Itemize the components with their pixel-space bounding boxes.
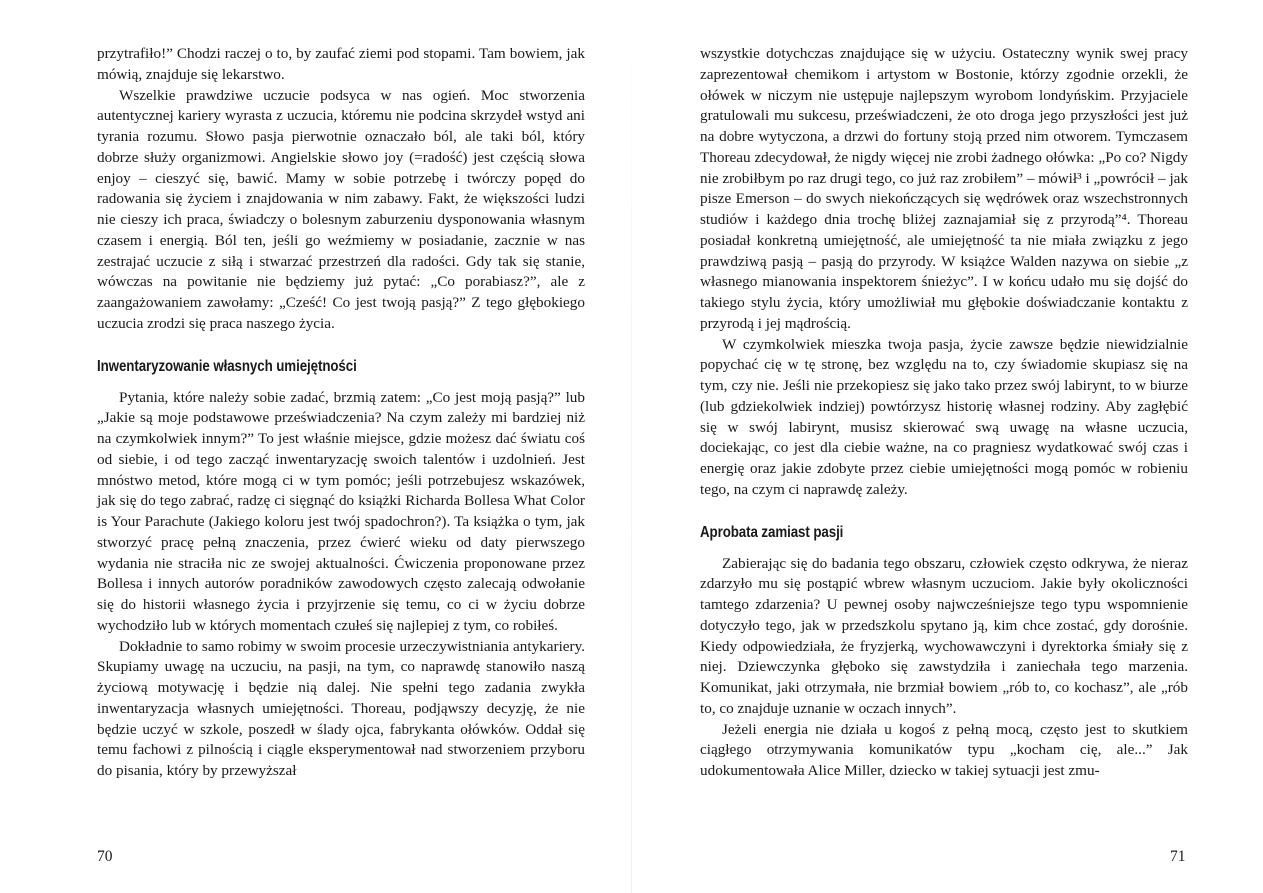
- paragraph: Jeżeli energia nie działa u kogoś z pełną mocą, często jest to skutkiem ciągłego otrzymywania komunikatów typu „kocham cię, ale...” Jak udokumentowała Alice Miller, dziecko w takiej sytuacji jest zmu-: [700, 720, 1188, 779]
- paragraph: Dokładnie to samo robimy w swoim procesie urzeczywistniania antykariery. Skupiamy uwagę na uczuciu, na pasji, na tym, co naprawdę stanowiło naszą życiową motywację i będzie nią dalej. Nie spełni tego zadania zwykła inwentaryzacja własnych umiejętności. Thoreau, podjąwszy decyzję, że nie będzie uczyć w szkole, poszedł w ślady ojca, fabrykanta ołówków. Oddał się temu fachowi z pilnością i ciągle eksperymentował nad stworzeniem przyboru do pisania, który by przewyższał: [97, 637, 585, 779]
- paragraph: W czymkolwiek mieszka twoja pasja, życie zawsze będzie niewidzialnie popychać cię w tę stronę, bez względu na to, czy świadomie skupiasz się na tym, czy nie. Jeśli nie przekopiesz się jako tako przez swój labirynt, to w biurze (lub gdziekolwiek indziej) powtórzysz historię własnej rodziny. Aby zagłębić się w swój labirynt, musisz skierować swą uwagę na własne uczucia, dociekając, co jest dla ciebie ważne, na co pragniesz wydatkować swój czas i energię oraz jakie zdobyte przez ciebie umiejętności mogą pomóc w robieniu tego, na czym ci naprawdę zależy.: [700, 335, 1188, 498]
- book-gutter: [631, 0, 632, 893]
- paragraph: Zabierając się do badania tego obszaru, człowiek często odkrywa, że nieraz zdarzyło mu się postąpić wbrew własnym uczuciom. Jakie były okoliczności tamtego zdarzenia? U pewnej osoby najwcześniejsze tego typu wspomnienie dotyczyło tego, jak w przedszkolu spytano ją, kim chce zostać, gdy dorośnie. Kiedy odpowiedziała, że fryzjerką, wychowawczyni i dyrektorka śmiały się z niej. Dziewczynka głęboko się zawstydziła i zaniechała tego marzenia. Komunikat, jaki otrzymała, nie brzmiał bowiem „rób to, co kochasz”, ale „rób to, co znajduje uznanie w oczach innych”.: [700, 554, 1188, 717]
- page-number-left: 70: [97, 848, 113, 865]
- right-page: [700, 44, 1188, 782]
- section-heading: Inwentaryzowanie własnych umiejętności: [97, 357, 357, 375]
- paragraph: Wszelkie prawdziwe uczucie podsyca w nas ogień. Moc stworzenia autentycznej kariery wyrasta z uczucia, któremu nie podcina skrzydeł wstyd ani tyrania rozumu. Słowo pasja pierwotnie oznaczało ból, ale taki ból, który dobrze służy organizmowi. Angielskie słowo joy (=radość) jest częścią słowa enjoy – cieszyć się, bawić. Mamy w sobie potrzebę i twórczy popęd do radowania się życiem i znajdowania w nim zabawy. Fakt, że większości ludzi nie cieszy ich praca, świadczy o bolesnym zaburzeniu dysponowania własnym czasem i energią. Ból ten, jeśli go weźmiemy w posiadanie, zacznie w nas zestrajać uczucie z siłą i stwarzać przestrzeń dla radości. Gdy tak się stanie, wówczas na powitanie nie będziemy już pytać: „Co porabiasz?”, ale z zaangażowaniem zawołamy: „Cześć! Co jest twoją pasją?” Z tego głębokiego uczucia zrodzi się praca naszego życia.: [97, 86, 585, 332]
- section-heading: Aprobata zamiast pasji: [700, 523, 844, 541]
- page-number-right: 71: [1170, 848, 1186, 865]
- paragraph: przytrafiło!” Chodzi raczej o to, by zaufać ziemi pod stopami. Tam bowiem, jak mówią, znajduje się lekarstwo.: [97, 45, 585, 83]
- paragraph: Pytania, które należy sobie zadać, brzmią zatem: „Co jest moją pasją?” lub „Jakie są moje podstawowe przeświadczenia? Na czym zależy mi bardziej niż na czymkolwiek innym?” To jest właśnie miejsce, gdzie możesz dać światu coś od siebie, i od tego zacząć inwentaryzację swoich talentów i uzdolnień. Jest mnóstwo metod, które mogą ci w tym pomóc; jeśli potrzebujesz wskazówek, jak się do tego zabrać, radzę ci sięgnąć do książki Richarda Bollesa What Color is Your Parachute (Jakiego koloru jest twój spadochron?). Ta książka o tym, jak stworzyć pracę pełną znaczenia, przez ćwierć wieku od daty pierwszego wydania nie straciła nic ze swojej aktualności. Ćwiczenia proponowane przez Bollesa i innych autorów poradników zawodowych często zalecają odwołanie się do historii własnego życia i przyjrzenie się temu, co ci w życiu dobrze wychodziło lub w których momentach czułeś się najlepiej z tym, co robiłeś.: [97, 388, 585, 634]
- paragraph: wszystkie dotychczas znajdujące się w użyciu. Ostateczny wynik swej pracy zaprezentował chemikom i artystom w Bostonie, którzy zgodnie orzekli, że ołówek w niczym nie ustępuje najlepszym wyrobom londyńskim. Przyjaciele gratulowali mu sukcesu, przeświadczeni, że oto droga jego przyszłości jest już na dobre wytyczona, a drzwi do fortuny stoją przed nim otworem. Tymczasem Thoreau zdecydował, że nigdy więcej nie zrobi żadnego ołówka: „Po co? Nigdy nie zrobiłbym po raz drugi tego, co już raz zrobiłem” – mówił³ i „powrócił – jak pisze Emerson – do swych niekończących się wędrówek oraz wszechstronnych studiów i każdego dnia trochę bliżej zaznajamiał się z przyrodą”⁴. Thoreau posiadał konkretną umiejętność, ale umiejętność ta nie miała związku z jego prawdziwą pasją – pasją do przyrody. W książce Walden nazywa on siebie „z własnego mianowania inspektorem śnieżyc”. I w końcu udało mu się dojść do takiego stylu życia, który umożliwiał mu głębokie doświadczanie kontaktu z przyrodą i jej mądrością.: [700, 45, 1188, 332]
- left-page: [97, 44, 585, 782]
